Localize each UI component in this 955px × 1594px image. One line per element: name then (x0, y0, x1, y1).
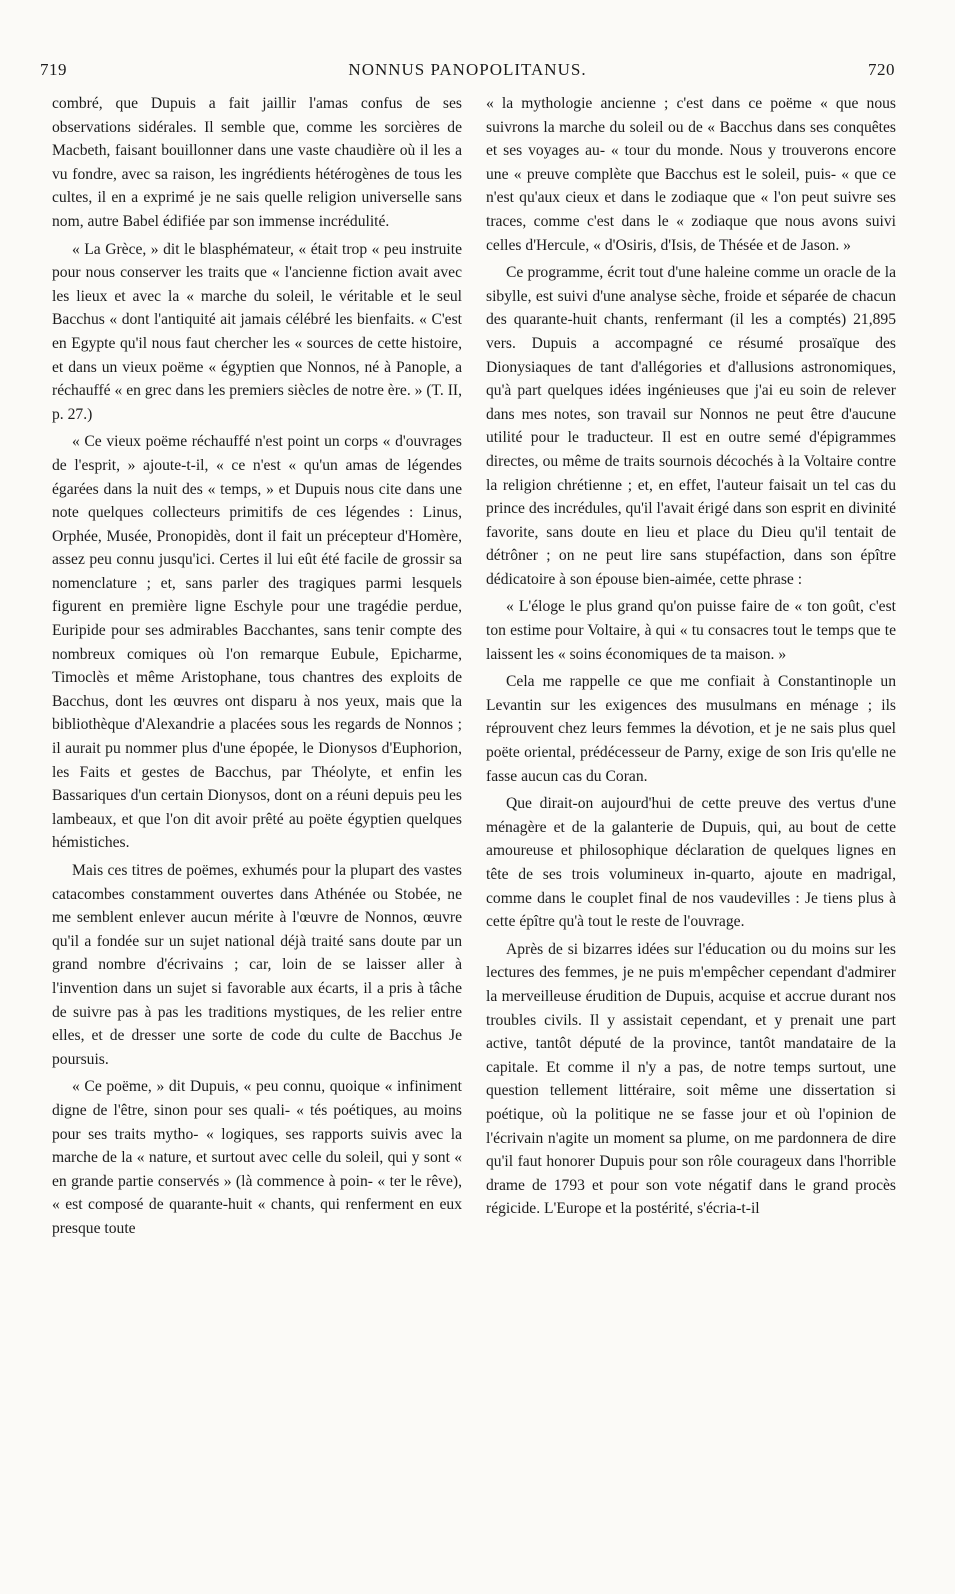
page-number-right: 720 (868, 60, 895, 79)
paragraph: « la mythologie ancienne ; c'est dans ce poëme « que nous suivrons la marche du soleil ou de « Bacchus dans ses conquêtes et ses voyages au- « tour du monde. Nous y trouverons encore une « preuve complète que Bacchus est le soleil, puis- « que ce n'est qu'aux cieux et dans le zodiaque que « l'on peut suivre ses traces, comme c'est dans le « zodiaque que nous avons suivi celles d'Hercule, « d'Osiris, d'Isis, de Thésée et de Jason. » (486, 95, 896, 254)
running-title: NONNUS PANOPOLITANUS. (348, 60, 587, 79)
paragraph: « L'éloge le plus grand qu'on puisse faire de « ton goût, c'est ton estime pour Voltaire, à qui « tu consacres tout le temps que te laissent les « soins économiques de ta maison. » (486, 598, 896, 663)
paragraph: « Ce vieux poëme réchauffé n'est point un corps « d'ouvrages de l'esprit, » ajoute-t-il, « ce n'est « qu'un amas de légendes égarées dans la nuit des « temps, » et Dupuis nous cite dans une note quelques collecteurs primitifs de ces légendes : Linus, Orphée, Musée, Pronopidès, dont il fait un précepteur d'Homère, assez peu connu jusqu'ici. Certes il lui eût été facile de grossir sa nomenclature ; et, sans parler des tragiques parmi lesquels figurent en première ligne Eschyle pour une tragédie perdue, Euripide pour ses admirables Bacchantes, sans tenir compte des nombreux comiques où l'on remarque Eubule, Epicharme, Timoclès et même Aristophane, tous chantres des exploits de Bacchus, dont les œuvres ont disparu à nos yeux, mais que la bibliothèque d'Alexandrie a placées sous les regards de Nonnos ; il aurait pu nommer plus d'une épopée, le Dionysos d'Euphorion, les Faits et gestes de Bacchus, par Théolyte, et enfin les Bassariques d'un certain Dionysos, dont on a réuni depuis peu les lambeaux, et que l'on dit avoir prêté au poëte égyptien quelques hémistiches. (52, 433, 462, 852)
paragraph: Ce programme, écrit tout d'une haleine comme un oracle de la sibylle, est suivi d'une analyse sèche, froide et séparée de chacun des quarante-huit chants, renfermant (il les a comptés) 21,895 vers. Dupuis a accompagné ce résumé prosaïque des Dionysiaques de tant d'allégories et d'allusions astronomiques, qu'à part quelques idées ingénieuses que j'ai eu soin de relever dans mes notes, son travail sur Nonnos ne peut être d'aucune utilité pour le traducteur. Il est en outre semé d'épigrammes directes, ou même de traits sournois décochés à la Voltaire contre la religion chrétienne ; et, en effet, l'auteur faisait un tel cas du prince des incrédules, qu'il l'avait érigé dans son esprit en divinité favorite, sans doute en lieu et place du Dieu qu'il tentait de détrôner ; on ne peut lire sans stupéfaction, dans son épître dédicatoire à son épouse bien-aimée, cette phrase : (486, 264, 896, 588)
paragraph: Après de si bizarres idées sur l'éducation ou du moins sur les lectures des femmes, je ne puis m'empêcher cependant d'admirer la merveilleuse érudition de Dupuis, acquise et accrue durant nos troubles civils. Il y assistait cependant, et y prenait une part active, tantôt député de la province, tantôt mandataire de la capitale. Et comme il n'y a pas, de notre temps surtout, une question tellement littéraire, soit même une dissertation si poétique, où la politique ne se fasse jour et où l'opinion de l'écrivain n'agite un moment sa plume, on me pardonnera de dire qu'il faut honorer Dupuis pour son rôle courageux dans l'horrible drame de 1793 et pour son vote négatif dans le grand procès régicide. L'Europe et la postérité, s'écria-t-il (486, 940, 896, 1218)
page-number-left: 719 (40, 60, 67, 79)
right-column (486, 92, 896, 1225)
paragraph: « Ce poëme, » dit Dupuis, « peu connu, quoique « infiniment digne de l'être, sinon pour ses quali- « tés poétiques, au moins pour ses traits mytho- « logiques, ses rapports suivis avec la marche de la « nature, et surtout avec celle du soleil, qui y sont « en grande partie conservés » (là commence à poin- « ter le rêve), « est composé de quarante-huit « chants, qui renferment en eux presque toute (52, 1078, 462, 1237)
paragraph: combré, que Dupuis a fait jaillir l'amas confus de ses observations sidérales. Il semble que, comme les sorcières de Macbeth, faisant bouillonner dans une vaste chaudière où il les a vu fondre, avec sa raison, les ingrédients hétérogènes de tous les cultes, il en a exprimé je ne sais quelle religion universelle sans nom, autre Babel édifiée par son immense incrédulité. (52, 95, 462, 230)
paragraph: Que dirait-on aujourd'hui de cette preuve des vertus d'une ménagère et de la galanterie de Dupuis, qui, au bout de cette amoureuse et philosophique déclaration de quelques lignes en tête de ses trois volumineux in-quarto, ajoute en madrigal, comme dans le couplet final de nos vaudevilles : Je tiens plus à cette épître qu'à tout le reste de l'ouvrage. (486, 795, 896, 931)
paragraph: Cela me rappelle ce que me confiait à Constantinople un Levantin sur les exigences des musulmans en ménage ; ils réprouvent chez leurs femmes la dévotion, et je ne sais plus quel poëte oriental, prédécesseur de Parny, exige de son Iris qu'elle ne fasse aucun cas du Coran. (486, 673, 896, 785)
paragraph: « La Grèce, » dit le blasphémateur, « était trop « peu instruite pour nous conserver les traits que « l'ancienne fiction avait avec les lieux et avec la « marche du soleil, le véritable et le seul Bacchus « dont l'antiquité ait jamais célébré les bienfaits. « C'est en Egypte qu'il nous faut chercher les « sources de cette histoire, et dans un vieux poëme « égyptien que Nonnos, né à Panople, a réchauffé « en grec dans les premiers siècles de notre ère. » (T. II, p. 27.) (52, 240, 462, 423)
page-header (40, 60, 895, 88)
left-column (52, 92, 462, 1245)
paragraph: Mais ces titres de poëmes, exhumés pour la plupart des vastes catacombes constamment ouvertes dans Athénée ou Stobée, ne me semblent enlever aucun mérite à l'œuvre de Nonnos, œuvre qu'il a fondée sur un sujet national déjà traité sans doute par un grand nombre d'écrivains ; car, loin de se laisser aller à l'invention dans un sujet si favorable aux écarts, il a pris à tâche de suivre pas à pas les traditions mystiques, de les relier entre elles, et de dresser une sorte de code du culte de Bacchus Je poursuis. (52, 862, 462, 1068)
